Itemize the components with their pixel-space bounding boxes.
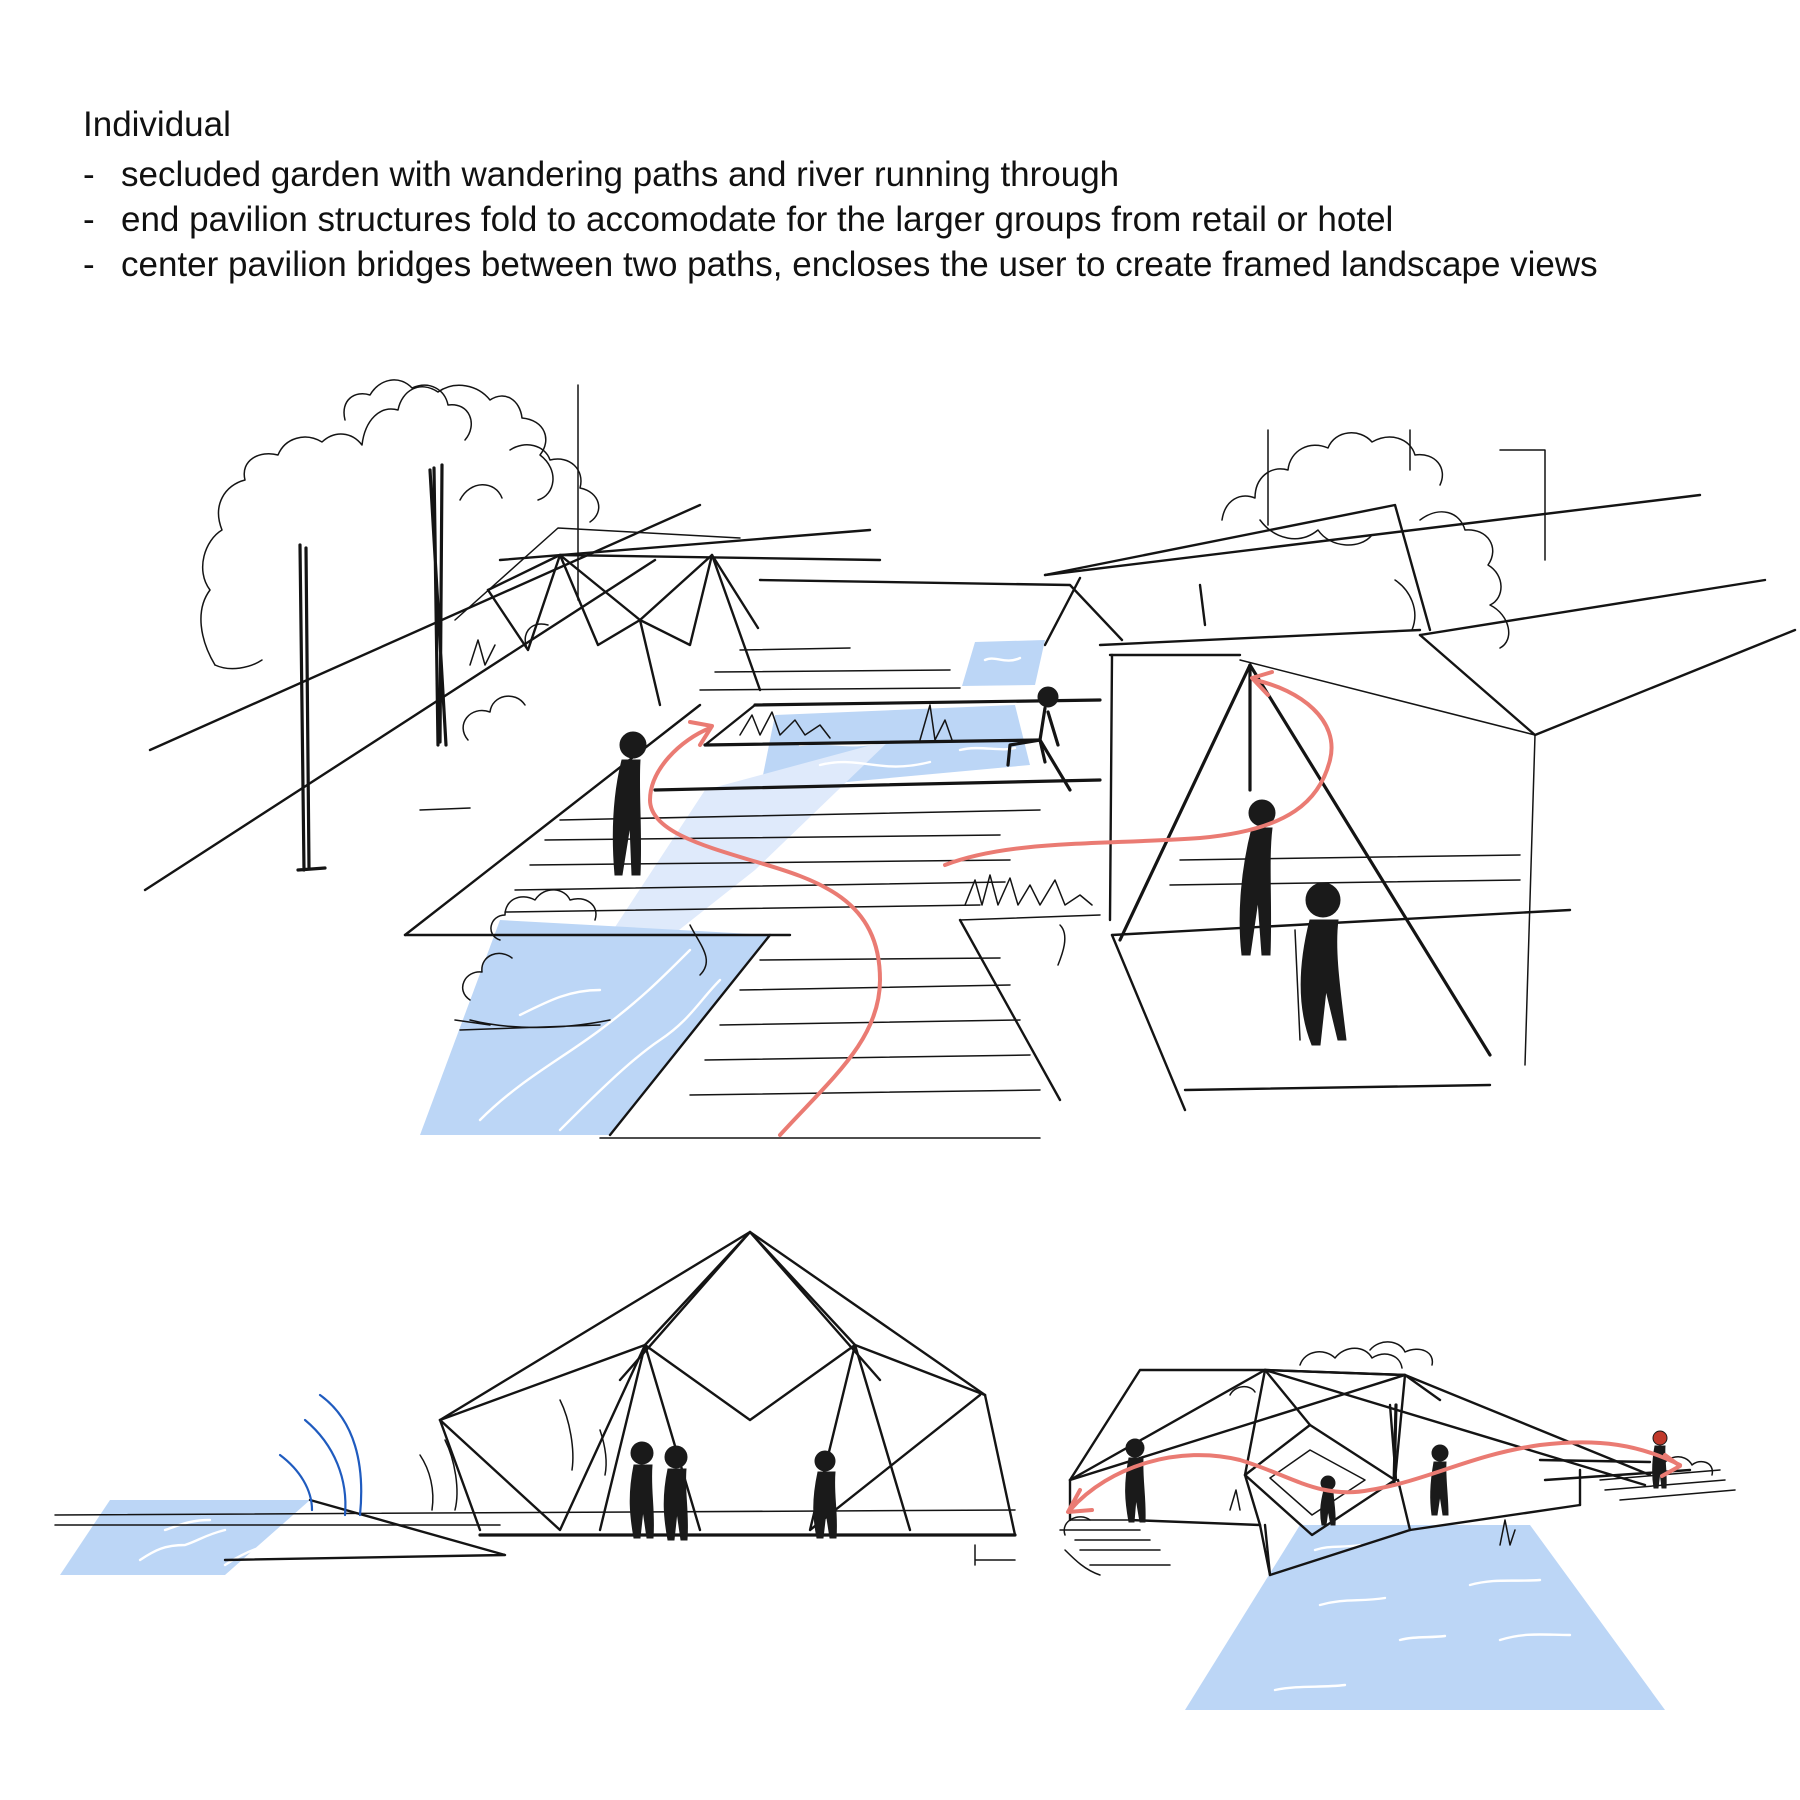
river-left <box>60 1500 310 1575</box>
person-figure <box>1321 1476 1336 1525</box>
end-pavilion-elevation <box>55 1232 1015 1575</box>
bullet-marker: - <box>83 155 95 194</box>
back-pavilion-truss <box>455 528 880 705</box>
bullet-marker: - <box>83 200 95 239</box>
tree-canopy-left <box>201 380 599 669</box>
person-figure <box>664 1446 687 1540</box>
person-figure <box>814 1451 837 1538</box>
person-figure <box>613 732 646 875</box>
river-pool-far <box>962 640 1045 686</box>
note-text: secluded garden with wandering paths and river running through <box>121 155 1120 194</box>
center-pavilion-bridge <box>1060 1342 1735 1710</box>
river-under-bridge <box>1185 1525 1665 1710</box>
person-figure <box>1301 883 1346 1045</box>
person-figure <box>630 1442 653 1538</box>
tree-canopy-right <box>1222 433 1509 648</box>
notes-heading: Individual <box>83 105 231 144</box>
note-text: end pavilion structures fold to accomodate for the larger groups from retail or hotel <box>121 200 1394 239</box>
bullet-marker: - <box>83 245 95 284</box>
perspective-sketch <box>145 380 1795 1138</box>
person-figure <box>1126 1439 1146 1522</box>
right-pavilion-roof <box>760 495 1795 1065</box>
note-text: center pavilion bridges between two paths, encloses the user to create framed landscape views <box>121 245 1598 284</box>
person-figure <box>1431 1445 1448 1515</box>
river-near <box>420 920 770 1135</box>
